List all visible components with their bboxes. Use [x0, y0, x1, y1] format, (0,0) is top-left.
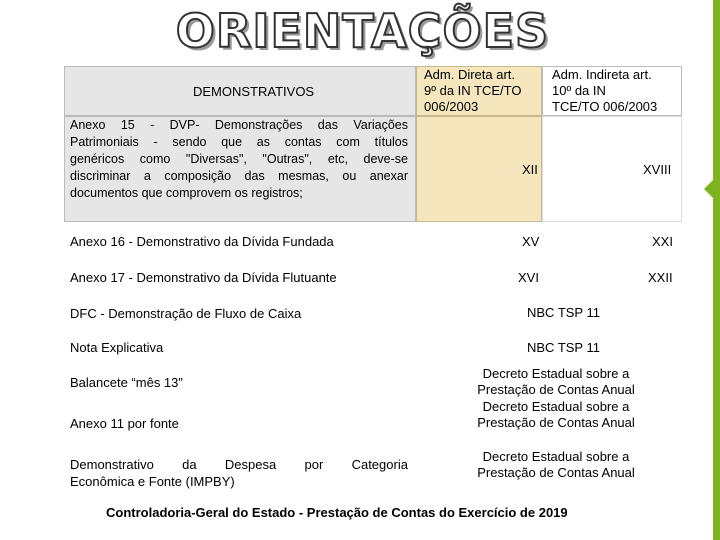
header-adm-direta-line3: 006/2003	[424, 99, 479, 114]
impby-label-line2: Econômica e Fonte (IMPBY)	[70, 474, 235, 489]
anexo16-indireta-value: XXI	[652, 234, 673, 249]
anexo15-line1: Anexo 15 - DVP- Demonstrações das Variações	[70, 118, 408, 132]
header-adm-direta-label	[424, 67, 542, 115]
impby-word2: da	[182, 457, 197, 472]
header-adm-direta-line2: 9º da IN TCE/TO	[424, 83, 522, 98]
anexo11-value-line2: Prestação de Contas Anual	[477, 415, 635, 430]
header-adm-indireta	[542, 66, 682, 116]
header-adm-indireta-label	[552, 67, 682, 115]
header-adm-direta	[416, 66, 542, 116]
dfc-value: NBC TSP 11	[527, 305, 600, 320]
dfc-label: DFC - Demonstração de Fluxo de Caixa	[70, 306, 302, 321]
impby-value-line1: Decreto Estadual sobre a	[482, 449, 630, 464]
impby-word4: por	[304, 457, 324, 472]
impby-word3: Despesa	[224, 457, 277, 472]
accent-arrow	[704, 180, 713, 198]
impby-word5: Categoria	[351, 457, 408, 472]
header-adm-indireta-line3: TCE/TO 006/2003	[552, 99, 658, 114]
impby-word1: Demonstrativo	[70, 457, 154, 472]
nota-value: NBC TSP 11	[527, 340, 600, 355]
balancete-value-line2: Prestação de Contas Anual	[477, 382, 635, 397]
anexo15-indireta-value: XVIII	[643, 162, 672, 177]
page-title: ORIENTAÇÕES	[175, 4, 550, 58]
anexo15-line5: documentos que comprovem os registros;	[70, 186, 303, 200]
accent-bar	[713, 0, 720, 540]
header-adm-direta-line1: Adm. Direta art.	[424, 67, 516, 82]
balancete-value	[463, 366, 649, 398]
anexo16-label: Anexo 16 - Demonstrativo da Dívida Fundada	[70, 234, 334, 249]
footer-text: Controladoria-Geral do Estado - Prestação de Contas do Exercício de 2019	[106, 505, 568, 520]
header-adm-indireta-line2: 10º da IN	[552, 83, 606, 98]
anexo15-line4: discriminar a composição das mesmas, ou anexar	[70, 169, 408, 183]
anexo11-label: Anexo 11 por fonte	[70, 416, 179, 431]
nota-label: Nota Explicativa	[70, 340, 164, 355]
anexo17-direta-value: XVI	[518, 270, 539, 285]
anexo15-text	[70, 117, 408, 202]
impby-label-line1	[70, 457, 408, 472]
anexo16-direta-value: XV	[522, 234, 540, 249]
anexo15-direta-value: XII	[522, 162, 538, 177]
header-adm-indireta-line1: Adm. Indireta art.	[552, 67, 652, 82]
anexo11-value-line1: Decreto Estadual sobre a	[482, 399, 630, 414]
impby-value	[463, 449, 649, 481]
anexo17-indireta-value: XXII	[648, 270, 673, 285]
header-demonstrativos	[64, 66, 416, 116]
header-demonstrativos-label: DEMONSTRATIVOS	[193, 84, 315, 99]
anexo15-line3: genéricos como "Diversas", "Outras", etc, deve-se	[70, 152, 408, 166]
anexo11-value	[463, 399, 649, 431]
balancete-label: Balancete “mês 13”	[70, 375, 183, 390]
balancete-value-line1: Decreto Estadual sobre a	[482, 366, 630, 381]
anexo15-line2: Patrimoniais - sendo que as contas com títulos	[70, 135, 408, 149]
anexo17-label: Anexo 17 - Demonstrativo da Dívida Flutuante	[70, 270, 337, 285]
impby-value-line2: Prestação de Contas Anual	[477, 465, 635, 480]
